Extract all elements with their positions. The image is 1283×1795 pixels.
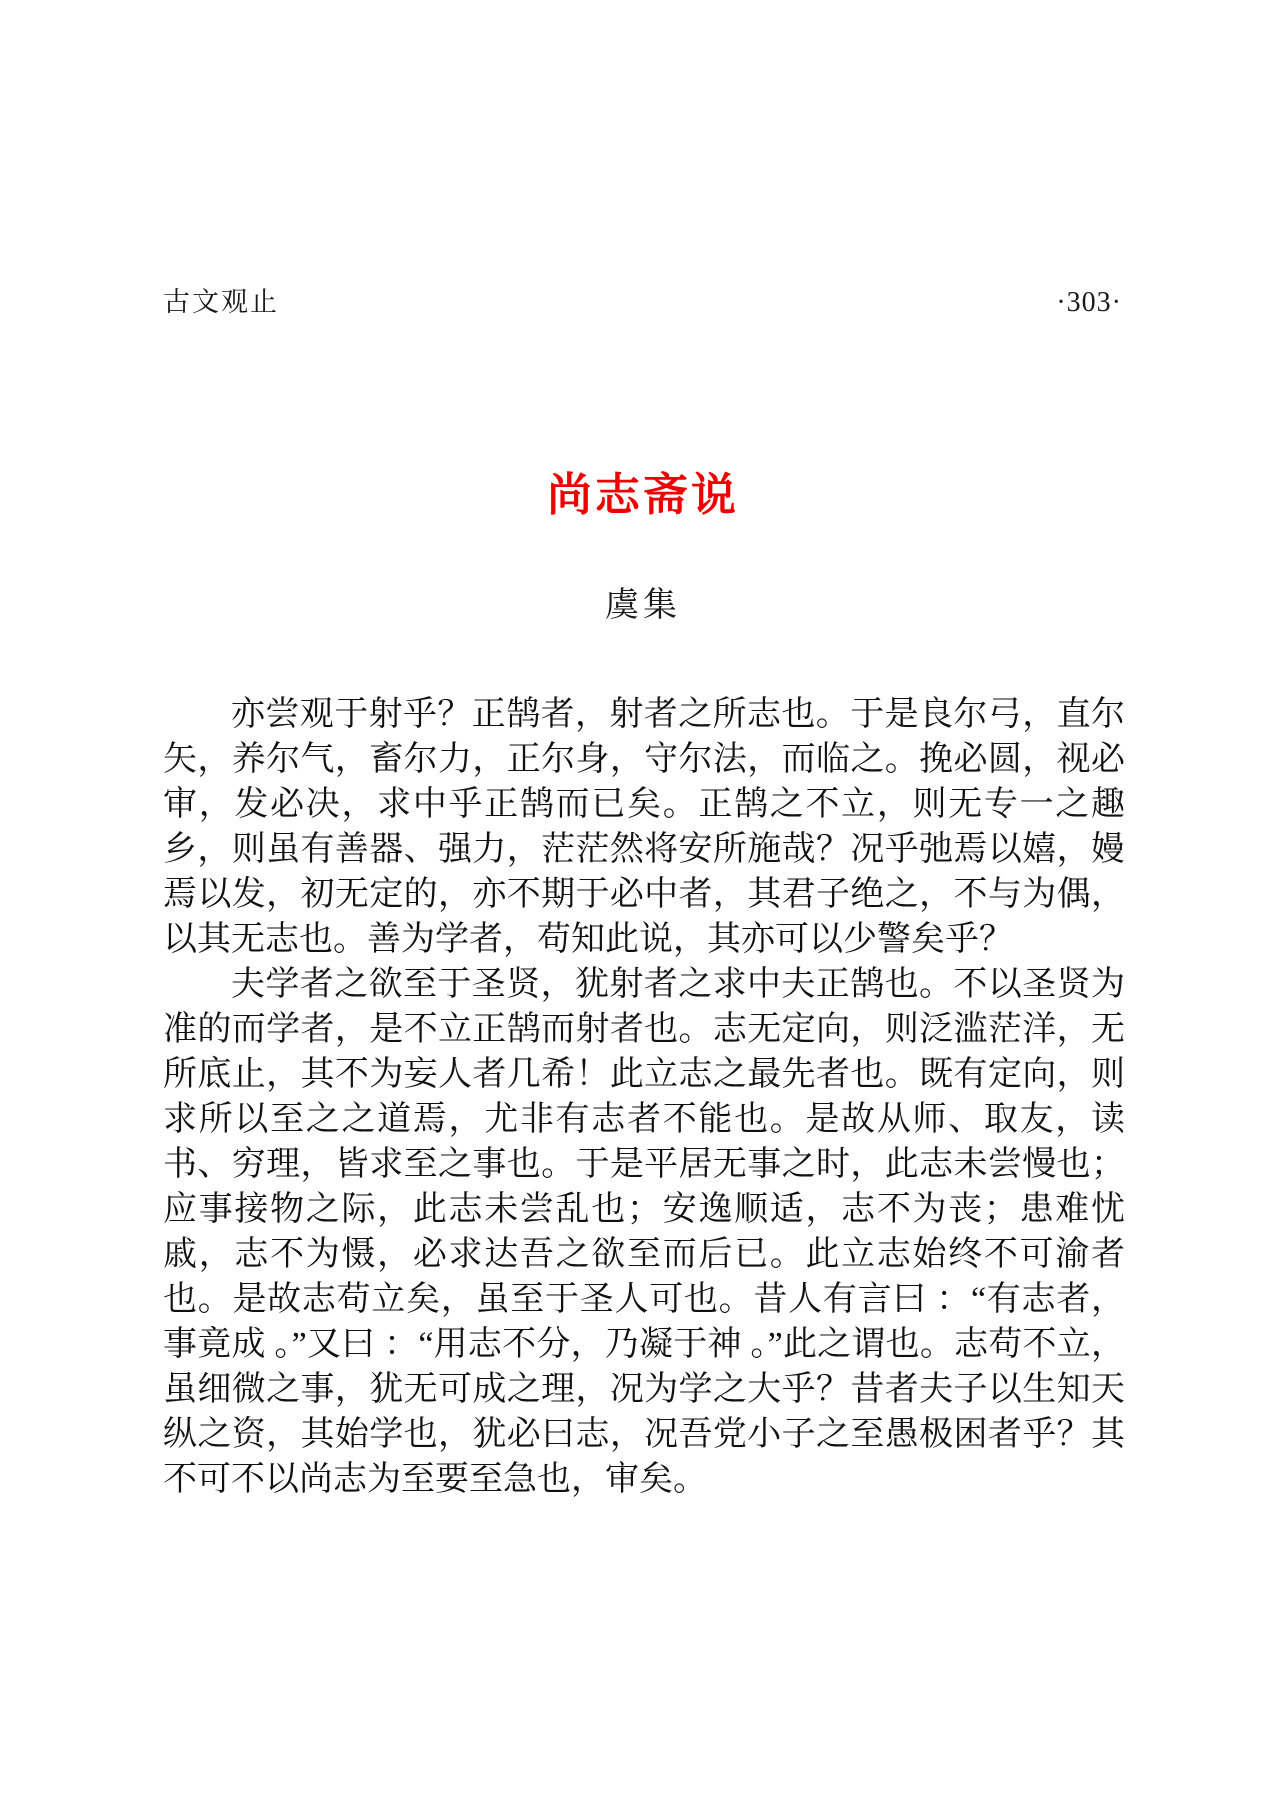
paragraph-2: 夫学者之欲至于圣贤，犹射者之求中夫正鹄也。不以圣贤为准的而学者，是不立正鹄而射者也。志无定向，则泛滥茫洋，无所底止，其不为妄人者几希！此立志之最先者也。既有定向，则求所以至之之道焉，尤非有志者不能也。是故从师、取友，读书、穷理，皆求至之事也。于是平居无事之时，此志未尝慢也；应事接物之际，此志未尝乱也；安逸顺适，志不为丧；患难忧戚，志不为慑，必求达吾之欲至而后已。此立志始终不可渝者也。是故志苟立矣，虽至于圣人可也。昔人有言曰 ：“有志者，事竟成 。”又曰 ：“用志不分，乃凝于神 。”此之谓也。志苟不立，虽细微之事，犹无可成之理，况为学之大乎？昔者夫子以生知天纵之资，其始学也，犹必曰志，况吾党小子之至愚极困者乎？其不可不以尚志为至要至急也，审矣。 (163, 966, 1125, 1498)
page-number: ·303· (1056, 287, 1122, 318)
article-author: 虞集 (605, 587, 681, 624)
book-title: 古文观止 (163, 287, 279, 317)
running-header (163, 280, 1122, 319)
article-title: 尚志斋说 (546, 469, 739, 520)
paragraph-1: 亦尝观于射乎？正鹄者，射者之所志也。于是良尔弓，直尔矢，养尔气，畜尔力，正尔身，守尔法，而临之。挽必圆，视必审，发必决，求中乎正鹄而已矣。正鹄之不立，则无专一之趣乡，则虽有善器、强力，茫茫然将安所施哉？况乎弛焉以嬉，嫚焉以发，初无定的，亦不期于必中者，其君子绝之，不与为偶，以其无志也。善为学者，苟知此说，其亦可以少警矣乎？ (163, 696, 1125, 958)
article-body (163, 692, 1125, 1502)
